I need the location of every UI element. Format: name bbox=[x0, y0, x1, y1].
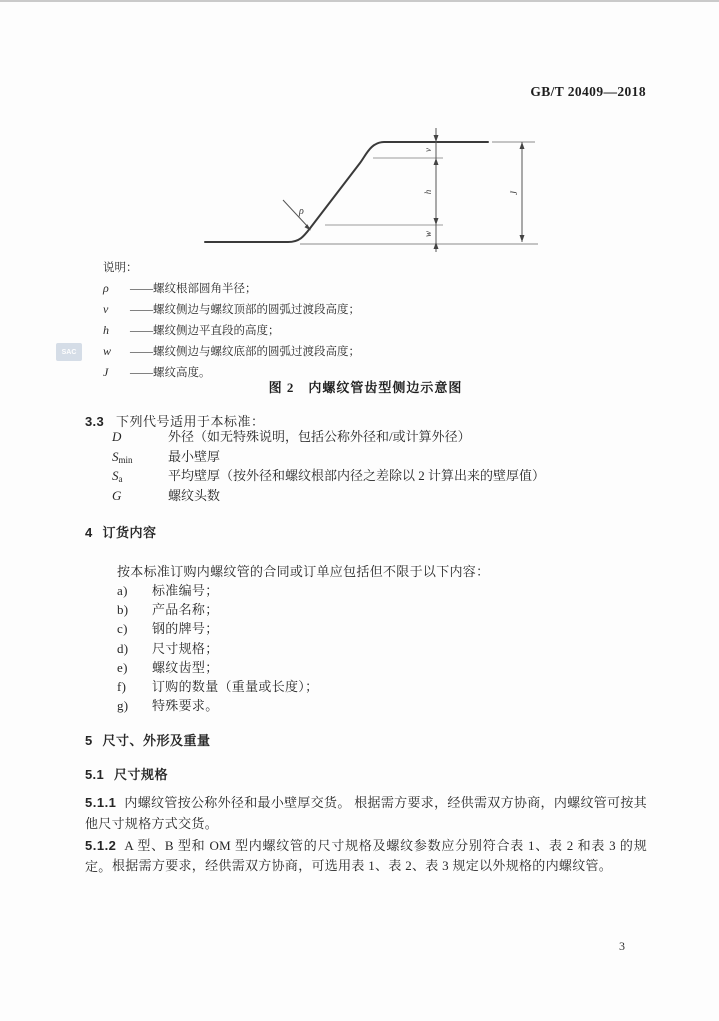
paragraph-5-1-1 bbox=[85, 792, 647, 834]
item-text: 螺纹齿型； bbox=[152, 659, 219, 675]
section-4-intro: 按本标准订购内螺纹管的合同或订单应包括但不限于以下内容： bbox=[117, 564, 490, 579]
list-item bbox=[117, 658, 318, 677]
dim-label-j: J bbox=[509, 191, 519, 195]
section-title: 尺寸规格 bbox=[113, 767, 168, 782]
item-text: 标准编号； bbox=[152, 583, 219, 598]
symbol: G bbox=[112, 487, 122, 503]
legend-desc: ——螺纹根部圆角半径； bbox=[130, 283, 257, 295]
arrowhead-icon bbox=[434, 135, 439, 142]
legend-desc: ——螺纹高度。 bbox=[130, 367, 211, 379]
paragraph-5-1-2-continued: 根据需方要求，经供需双方协商，可选用表 1、表 2、表 3 规定以外规格的内螺纹管。 bbox=[112, 858, 613, 873]
figure-thread-profile bbox=[190, 125, 540, 255]
clause-text: 内螺纹管按公称外径和最小壁厚交货。 根据需方要求，经供需双方协商，内螺纹管可按其他尺寸规格方式交货。 bbox=[85, 795, 647, 831]
item-text: 尺寸规格； bbox=[152, 640, 219, 656]
standard-code: GB/T 20409—2018 bbox=[530, 84, 646, 99]
thread-profile-diagram bbox=[190, 125, 540, 255]
arrowhead-icon bbox=[520, 235, 525, 242]
symbol-row bbox=[85, 447, 545, 467]
list-item bbox=[117, 696, 318, 715]
legend-desc: ——螺纹侧边平直段的高度； bbox=[130, 325, 280, 337]
item-label: e) bbox=[117, 659, 128, 675]
section-title: 尺寸、外形及重量 bbox=[102, 733, 211, 748]
figure-caption: 图 2 内螺纹管齿型侧边示意图 bbox=[268, 380, 463, 395]
symbol-desc: 平均壁厚（按外径和螺纹根部内径之差除以 2 计算出来的壁厚值） bbox=[168, 468, 546, 484]
legend-item bbox=[103, 299, 360, 320]
symbol-desc: 外径（如无特殊说明，包括公称外径和/或计算外径） bbox=[168, 429, 471, 444]
list-item bbox=[117, 600, 318, 619]
item-text: 钢的牌号； bbox=[152, 621, 219, 637]
dim-label-rho: ρ bbox=[299, 206, 304, 217]
symbol: Smin bbox=[112, 448, 133, 465]
legend-symbol: ρ bbox=[103, 281, 109, 295]
item-label: a) bbox=[117, 583, 128, 598]
section-number: 5.1 bbox=[85, 767, 104, 782]
item-text: 产品名称； bbox=[152, 602, 219, 618]
legend-item bbox=[103, 320, 360, 341]
page-number: 3 bbox=[619, 939, 625, 953]
legend-desc: ——螺纹侧边与螺纹顶部的圆弧过渡段高度； bbox=[130, 304, 360, 316]
dim-label-w: w bbox=[423, 230, 433, 238]
dim-label-v: v bbox=[423, 148, 433, 152]
legend-title: 说明： bbox=[103, 262, 138, 274]
legend-symbol: w bbox=[103, 344, 112, 358]
dim-label-h: h bbox=[423, 189, 433, 195]
scan-edge bbox=[0, 0, 719, 2]
thread-profile-curve bbox=[205, 142, 488, 242]
section-number: 5 bbox=[85, 733, 93, 748]
list-item bbox=[117, 619, 318, 638]
arrowhead-icon bbox=[434, 218, 439, 225]
section-title: 订货内容 bbox=[102, 525, 157, 540]
item-label: d) bbox=[117, 640, 129, 656]
list-item bbox=[117, 581, 318, 600]
arrowhead-icon bbox=[520, 142, 525, 149]
clause-number: 5.1.2 bbox=[85, 838, 117, 853]
arrowhead-icon bbox=[434, 158, 439, 165]
legend-item bbox=[103, 278, 360, 299]
legend-item bbox=[103, 341, 360, 362]
watermark-stamp: SAC bbox=[56, 343, 82, 361]
legend-symbol: h bbox=[103, 323, 109, 337]
item-label: c) bbox=[117, 621, 128, 637]
legend-symbol: v bbox=[103, 302, 109, 316]
section-number: 4 bbox=[85, 525, 93, 540]
arrowhead-icon bbox=[434, 242, 439, 249]
item-text: 特殊要求。 bbox=[152, 698, 219, 714]
section-title: 下列代号适用于本标准： bbox=[115, 414, 265, 429]
section-5-heading bbox=[85, 730, 211, 749]
symbol-desc: 螺纹头数 bbox=[168, 487, 221, 503]
section-5-1-heading bbox=[85, 764, 168, 783]
symbol-row bbox=[85, 427, 545, 447]
order-content-list bbox=[117, 581, 318, 715]
symbol: Sa bbox=[112, 468, 123, 485]
figure-legend bbox=[103, 258, 360, 383]
item-text: 订购的数量（重量或长度）； bbox=[152, 678, 319, 694]
list-item bbox=[117, 639, 318, 658]
clause-number: 5.1.1 bbox=[85, 795, 117, 810]
symbol-definition-list bbox=[85, 427, 545, 505]
list-item bbox=[117, 677, 318, 696]
item-label: b) bbox=[117, 602, 129, 618]
symbol-desc: 最小壁厚 bbox=[168, 448, 221, 464]
clause-text: A 型、B 型和 OM 型内螺纹管的尺寸规格及螺纹参数应分别符合表 1、表 2 和表 3 的规定。 bbox=[85, 838, 647, 874]
section-number: 3.3 bbox=[85, 414, 104, 429]
symbol: D bbox=[112, 429, 122, 444]
legend-desc: ——螺纹侧边与螺纹底部的圆弧过渡段高度； bbox=[130, 346, 360, 358]
symbol-row bbox=[85, 466, 545, 486]
item-label: f) bbox=[117, 678, 127, 694]
rho-leader-line bbox=[283, 200, 309, 228]
item-label: g) bbox=[117, 698, 129, 714]
section-4-heading bbox=[85, 522, 157, 541]
legend-symbol: J bbox=[103, 365, 109, 379]
symbol-row bbox=[85, 486, 545, 506]
